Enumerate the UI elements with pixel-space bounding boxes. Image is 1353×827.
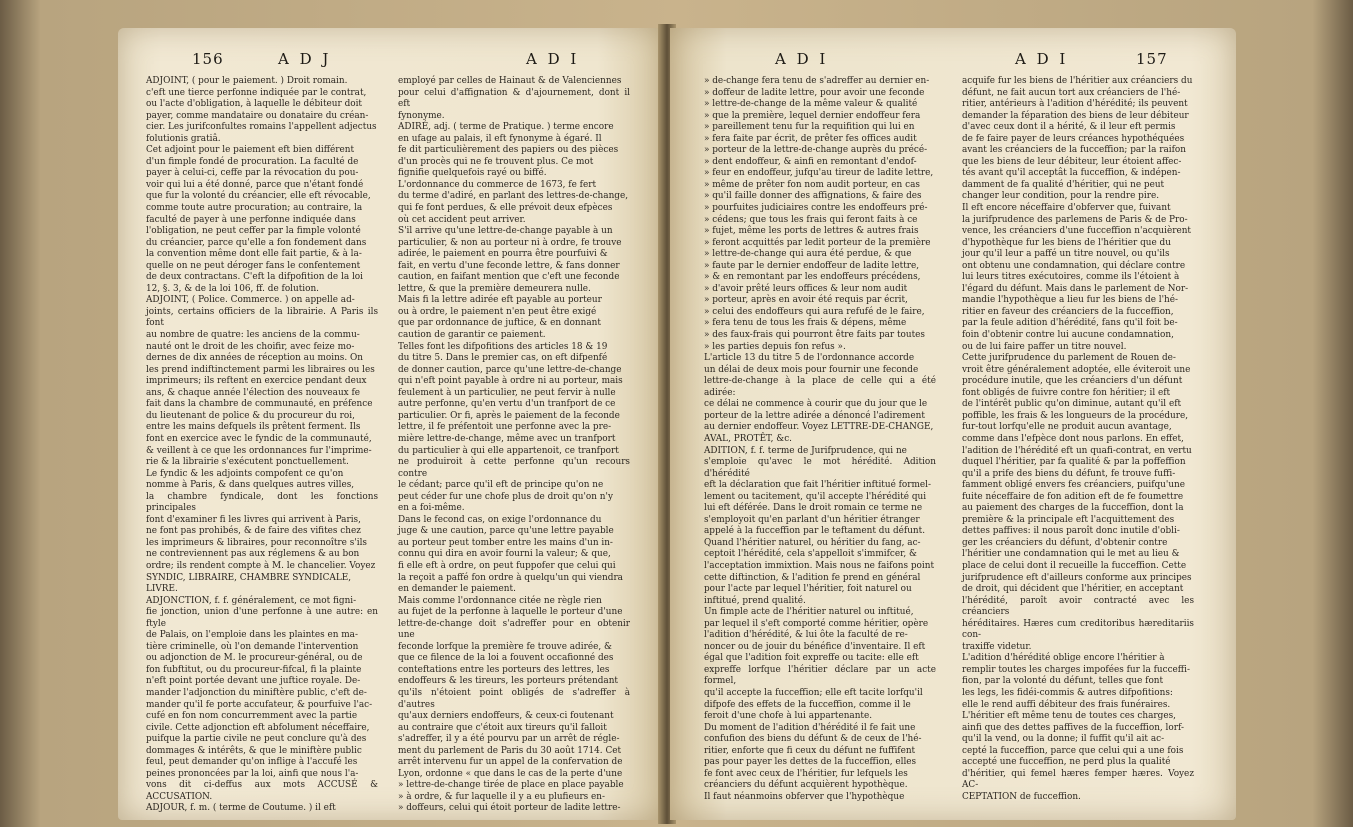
text-line: changer leur condition, pour la rendre pire.: [962, 191, 1160, 202]
text-line: lui eft déférée. Dans le droit romain ce terme ne: [704, 503, 923, 514]
text-line: puifque la partie civile ne peut conclure qu'à des: [146, 734, 367, 745]
text-line: poffible, les frais & les longueurs de la procédure,: [962, 410, 1189, 421]
text-line: » faute par le dernier endoffeur de ladite lettre,: [704, 260, 920, 271]
text-line: s'employoit qu'en parlant d'un héritier étranger: [704, 514, 920, 525]
text-line: » de-change fera tenu de s'adreffer au dernier en-: [704, 76, 930, 86]
text-line: quelle on ne peut déroger fans le confentement: [146, 260, 361, 271]
text-line: » porteur de la lettre-de-change auprès du précé-: [704, 145, 928, 156]
text-line: feul, peut demander qu'on inflige à l'accufé les: [146, 757, 358, 768]
text-line: cette diftinction, & l'adition fe prend en général: [704, 572, 921, 583]
text-line: de donner caution, parce qu'une lettre-de-change: [398, 364, 622, 375]
text-line: SYNDIC, LIBRAIRE, CHAMBRE SYNDICALE,: [146, 572, 352, 583]
text-line: qu'il accepte la fucceffion; elle eft tacite lorfqu'il: [704, 687, 923, 698]
left-running-head-left: A D J: [278, 50, 332, 68]
text-line: ce délai ne commence à courir que du jour que le: [704, 399, 928, 410]
text-line: fuite néceffaire de fon adition eft de fe foumettre: [962, 491, 1184, 502]
text-line: s'emploie qu'avec le mot hérédité. Adition d'hérédité: [704, 457, 936, 479]
text-line: » les parties depuis fon refus ».: [704, 341, 846, 352]
text-line: qu'aux derniers endoffeurs, & ceux-ci foutenant: [398, 711, 614, 722]
left-page-number: 156: [192, 50, 224, 68]
text-line: » dent endoffeur, & ainfi en remontant d'endof-: [704, 156, 917, 167]
text-line: de fe faire payer de leurs créances hypothéquées: [962, 133, 1185, 144]
text-line: ment du parlement de Paris du 30 août 1714. Cet: [398, 745, 622, 756]
text-line: dettes paffives: il nous paroît donc inutile d'obli-: [962, 526, 1180, 537]
text-line: du lieutenant de police & du procureur du roi,: [146, 410, 355, 421]
text-line: » qu'il faille donner des affignations, & faire des: [704, 191, 922, 202]
text-line: » fera faite par écrit, de prêter fes offices audit: [704, 133, 917, 144]
text-line: l'héritier une condamnation qui le met au lieu &: [962, 549, 1180, 560]
text-line: » pourfuites judiciaires contre les endoffeurs pré-: [704, 203, 928, 214]
text-line: AVAL, PROTÊT, &c.: [704, 433, 792, 444]
right-page-number: 157: [1136, 50, 1168, 68]
text-line: » porteur, après en avoir été requis par écrit,: [704, 295, 908, 306]
text-line: lui leurs titres exécutoires, comme ils l'étoient à: [962, 272, 1180, 283]
text-line: civile. Cette adjonction eft abfolument néceffaire,: [146, 722, 370, 733]
text-line: fait, en vertu d'une feconde lettre, & fans donner: [398, 260, 620, 271]
text-line: & veillent à ce que les ordonnances fur l'imprime-: [146, 445, 372, 456]
text-line: avant les créanciers de la fucceffion; par la raifon: [962, 145, 1186, 156]
text-line: L'article 13 du titre 5 de l'ordonnance accorde: [704, 353, 915, 364]
text-line: » fera tenu de tous les frais & dépens, même: [704, 318, 907, 329]
text-line: demander la féparation des biens de leur débiteur: [962, 110, 1189, 121]
text-line: le cédant; parce qu'il eft de principe qu'on ne: [398, 480, 604, 491]
text-line: fignifie quelquefois rayé ou biffé.: [398, 168, 547, 179]
text-line: juge & une caution, parce qu'une lettre payable: [398, 526, 614, 537]
text-line: qu'il a prife des biens du défunt, fe trouve fuffi-: [962, 468, 1176, 479]
text-line: font d'examiner fi les livres qui arrivent à Paris,: [146, 514, 361, 525]
text-line: cufé en fon nom concurremment avec la partie: [146, 711, 358, 722]
text-line: pour celui d'affignation & d'ajournement, dont il eft: [398, 87, 630, 110]
text-line: particulier. Or fi, après le paiement de la feconde: [398, 410, 620, 421]
text-line: connu qui dira en avoir fourni la valeur; & que,: [398, 549, 611, 560]
text-line: fi elle eft à ordre, on peut fuppofer que celui qui: [398, 560, 616, 571]
text-line: ritier en faveur des créanciers de la fucceffion,: [962, 306, 1174, 317]
text-line: adirée, le paiement en pourra être pourfuivi &: [398, 249, 608, 260]
text-line: tière criminelle, où l'on demande l'intervention: [146, 641, 359, 652]
left-running-head-right: A D I: [526, 50, 580, 68]
right-page: [670, 28, 1236, 820]
text-line: expreffe lorfque l'héritier déclare par un acte formel,: [704, 664, 936, 687]
text-line: ADJOINT, ( pour le paiement. ) Droit romain.: [146, 76, 348, 86]
text-line: damment de fa qualité d'héritier, qui ne peut: [962, 179, 1165, 190]
text-line: ne produiroit à cette perfonne qu'un recours contre: [398, 457, 630, 479]
text-line: mander l'adjonction du miniftère public, c'eft de-: [146, 687, 367, 698]
text-line: dommages & intérêts, & que le miniftère public: [146, 745, 362, 756]
text-line: comme dans l'efpèce dont nous parlons. En effet,: [962, 433, 1184, 444]
text-line: payer, comme mandataire ou donataire du créan-: [146, 110, 369, 121]
text-line: CEPTATION de fucceffion.: [962, 791, 1081, 802]
right-column-2: [962, 76, 1194, 803]
text-line: fe font avec ceux de l'héritier, fur lefquels les: [704, 768, 908, 779]
text-line: ritier, enforte que fi ceux du défunt ne fuffifent: [704, 745, 916, 756]
text-line: ADJOINT, ( Police. Commerce. ) on appelle ad-: [146, 295, 355, 306]
left-page: [118, 28, 663, 820]
text-line: Quand l'héritier naturel, ou héritier du fang, ac-: [704, 537, 921, 548]
text-line: » doffeur de ladite lettre, pour avoir une feconde: [704, 87, 925, 98]
text-line: » feur en endoffeur, jufqu'au tireur de ladite lettre,: [704, 168, 934, 179]
text-line: défunt, ne fait aucun tort aux créanciers de l'hé-: [962, 87, 1181, 98]
text-line: héréditaires. Hæres cum creditoribus hæreditariis con-: [962, 618, 1194, 641]
text-line: Cet adjoint pour le paiement eft bien différent: [146, 145, 355, 156]
text-line: cepté la fucceffion, parce que celui qui a une fois: [962, 745, 1184, 756]
text-line: lement ou tacitement, qu'il accepte l'hérédité qui: [704, 491, 927, 502]
text-line: acquife fur les biens de l'héritier aux créanciers du: [962, 76, 1193, 86]
text-line: payer à celui-ci, ceffe par la révocation du pou-: [146, 168, 359, 179]
text-line: au nombre de quatre: les anciens de la commu-: [146, 330, 360, 341]
text-line: accepté une fucceffion, ne perd plus la qualité: [962, 757, 1171, 768]
text-line: l'égard du défunt. Mais dans le parlement de Nor-: [962, 283, 1189, 294]
text-line: » fujet, même les ports de lettres & autres frais: [704, 226, 919, 237]
text-line: arrêt intervenu fur un appel de la confervation de: [398, 757, 623, 768]
text-line: ordre; ils rendent compte à M. le chancelier. Voyez: [146, 560, 376, 571]
text-line: ou de lui faire paffer un titre nouvel.: [962, 341, 1127, 352]
text-line: fon fubftitut, ou du procureur-fifcal, fi la plainte: [146, 664, 362, 675]
text-line: lettre, il fe préfentoit une perfonne avec la pre-: [398, 422, 612, 433]
text-line: qu'ils n'étoient point obligés de s'adreffer à d'autres: [398, 687, 630, 710]
text-line: les prend indiftinctement parmi les libraires ou les: [146, 364, 375, 375]
text-line: fur-tout lorfqu'elle ne produit aucun avantage,: [962, 422, 1172, 433]
text-line: appelé à la fucceffion par le teftament du défunt.: [704, 526, 926, 537]
text-line: la reçoit a paffé fon ordre à quelqu'un qui viendra: [398, 572, 623, 583]
text-line: ritier, antérieurs à l'adition d'hérédité; ils peuvent: [962, 99, 1188, 110]
text-line: ou l'acte d'obligation, à laquelle le débiteur doit: [146, 99, 362, 110]
text-line: l'acceptation immixtion. Mais nous ne faifons point: [704, 560, 935, 571]
text-line: les imprimeurs & libraires, pour reconnoître s'ils: [146, 537, 367, 548]
text-line: » celui des endoffeurs qui aura refufé de le faire,: [704, 306, 925, 317]
text-line: ainfi que des dettes paffives de la fucceffion, lorf-: [962, 722, 1184, 733]
text-line: Il eft encore néceffaire d'obferver que, fuivant: [962, 203, 1171, 214]
text-line: place de celui dont il recueille la fucceffion. Cette: [962, 560, 1187, 571]
text-line: joints, certains officiers de la librairie. A Paris ils font: [146, 306, 378, 329]
text-line: au dernier endoffeur. Voyez LETTRE-DE-CHANGE,: [704, 422, 934, 433]
text-line: eft la déclaration que fait l'héritier inftitué formel-: [704, 480, 932, 491]
text-line: confufion des biens du défunt & de ceux de l'hé-: [704, 734, 922, 745]
text-line: jour qu'il leur a paffé un titre nouvel, ou qu'ils: [962, 249, 1170, 260]
text-line: pas pour payer les dettes de la fucceffion, elles: [704, 757, 917, 768]
text-line: ger les créanciers du défunt, d'obtenir contre: [962, 537, 1168, 548]
text-line: ans, & chaque année l'élection des nouveaux fe: [146, 387, 361, 398]
text-line: » pareillement tenu fur la requifition qui lui en: [704, 122, 915, 133]
text-line: entre les mains defquels ils prêtent ferment. Ils: [146, 422, 361, 433]
text-line: endoffeurs & les tireurs, les porteurs prétendant: [398, 676, 618, 687]
text-line: peines prononcées par la loi, ainfi que nous l'a-: [146, 768, 359, 779]
text-line: procédure inutile, que les créanciers d'un défunt: [962, 376, 1183, 387]
text-line: l'adition d'hérédité, & lui ôte la faculté de re-: [704, 630, 908, 641]
text-line: mandie l'hypothèque a lieu fur les biens de l'hé-: [962, 295, 1179, 306]
text-line: d'avec ceux dont il a hérité, & il leur eft permis: [962, 122, 1176, 133]
text-line: où cet accident peut arriver.: [398, 214, 526, 225]
text-line: particulier, & non au porteur ni à ordre, fe trouve: [398, 237, 622, 248]
text-line: fie jonction, union d'une perfonne à une autre: en ftyle: [146, 607, 378, 629]
text-line: faculté de payer à une perfonne indiquée dans: [146, 214, 356, 225]
text-line: L'adition d'hérédité oblige encore l'héritier à: [962, 653, 1165, 664]
text-line: ne font pas prohibés, & de faire des vifites chez: [146, 526, 361, 537]
text-line: » cédens; que tous les frais qui feront faits à ce: [704, 214, 918, 225]
text-line: S'il arrive qu'une lettre-de-change payable à un: [398, 226, 613, 237]
text-line: traxiffe videtur.: [962, 641, 1032, 652]
text-line: conteftations entre les porteurs des lettres, les: [398, 664, 610, 675]
text-line: un délai de deux mois pour fournir une feconde: [704, 364, 919, 375]
text-line: au porteur peut tomber entre les mains d'un in-: [398, 537, 613, 548]
text-line: peut céder fur une chofe plus de droit qu'on n'y: [398, 491, 613, 502]
text-line: remplir toutes les charges impofées fur la fucceffi-: [962, 664, 1190, 675]
text-line: caution de garantir ce paiement.: [398, 330, 546, 341]
text-line: » lettre-de-change de la même valeur & qualité: [704, 99, 918, 110]
text-line: de deux contractans. C'eft la difpofition de la loi: [146, 272, 363, 283]
text-line: ou adjonction de M. le procureur-général, ou de: [146, 653, 363, 664]
text-line: comme toute autre procuration; au contraire, la: [146, 203, 363, 214]
text-line: » des faux-frais qui pourront être faits par toutes: [704, 330, 925, 341]
text-line: fe dit particulièrement des papiers ou des pièces: [398, 145, 619, 156]
text-line: » lettre-de-change tirée de place en place payable: [398, 780, 624, 791]
text-line: que fur la volonté du créancier, elle eft révocable,: [146, 191, 371, 202]
text-line: nomme à Paris, & dans quelques autres villes,: [146, 480, 355, 491]
text-line: porteur de la lettre adirée a dénoncé l'adirement: [704, 410, 925, 421]
text-line: difpofe des effets de la fucceffion, comme il le: [704, 699, 911, 710]
text-line: lettre-de-change à la place de celle qui a été adirée:: [704, 376, 936, 398]
text-line: c'eft une tierce perfonne indiquée par le contrat,: [146, 87, 367, 98]
text-line: Le fyndic & les adjoints compofent ce qu'on: [146, 468, 344, 479]
text-line: vons dit ci-deffus aux mots ACCUSÉ & ACCUSATION.: [146, 780, 378, 802]
text-line: par lequel il s'eft comporté comme héritier, opère: [704, 618, 929, 629]
text-line: feroit d'une chofe à lui appartenante.: [704, 711, 873, 722]
text-line: lettre-de-change doit s'adreffer pour en obtenir une: [398, 618, 630, 641]
text-line: la convention même dont elle fait partie, & à la-: [146, 249, 362, 260]
text-line: font en exercice avec le fyndic de la communauté,: [146, 433, 372, 444]
text-line: égal que l'adition foit expreffe ou tacite: elle eft: [704, 653, 919, 664]
right-column-1: [704, 76, 936, 803]
text-line: d'héritier, qui femel hæres femper hæres. Voyez AC-: [962, 768, 1194, 791]
text-line: mière lettre-de-change, même avec un tranfport: [398, 433, 616, 444]
text-line: jurifprudence eft d'ailleurs conforme aux principes: [962, 572, 1192, 583]
text-line: qu'il la vend, ou la donne; il fuffit qu'il ait ac-: [962, 734, 1165, 745]
text-line: Cette jurifprudence du parlement de Rouen de-: [962, 353, 1176, 364]
text-line: vence, les créanciers d'une fucceffion n'acquièrent: [962, 226, 1191, 237]
text-line: d'un fimple fondé de procuration. La faculté de: [146, 156, 359, 167]
text-line: les legs, les fidéi-commis & autres difpofitions:: [962, 687, 1173, 698]
text-line: tés avant qu'il acceptât la fucceffion, & indépen-: [962, 168, 1181, 179]
text-line: de Palais, on l'emploie dans les plaintes en ma-: [146, 630, 358, 641]
text-line: ADJOUR, f. m. ( terme de Coutume. ) il eft: [146, 803, 336, 814]
text-line: du particulier à qui elle appartenoit, ce tranfport: [398, 445, 619, 456]
text-line: fion, par la volonté du défunt, telles que font: [962, 676, 1164, 687]
text-line: ne contreviennent pas aux réglemens & au bon: [146, 549, 360, 560]
text-line: rie & la librairie s'exécutent ponctuellement.: [146, 457, 349, 468]
text-line: L'ordonnance du commerce de 1673, fe fert: [398, 179, 597, 190]
text-line: caution, en faifant mention que c'eft une feconde: [398, 272, 620, 283]
text-line: employé par celles de Hainaut & de Valenciennes: [398, 76, 622, 86]
text-line: l'hérédité, paroît avoir contracté avec les créanciers: [962, 595, 1194, 618]
text-line: Dans le fecond cas, on exige l'ordonnance du: [398, 514, 602, 525]
text-line: Du moment de l'adition d'hérédité il fe fait une: [704, 722, 916, 733]
left-column-1: [146, 76, 378, 815]
text-line: l'adition de l'hérédité eft un quafi-contrat, en vertu: [962, 445, 1192, 456]
text-line: dernes de dix années de réception au moins. On: [146, 353, 363, 364]
text-line: première & la principale eft l'acquittement des: [962, 514, 1175, 525]
text-line: » doffeurs, celui qui étoit porteur de ladite lettre-: [398, 803, 621, 814]
text-line: ou à ordre, le paiement n'en peut être exigé: [398, 306, 597, 317]
text-line: Telles font les difpofitions des articles 18 & 19: [398, 341, 608, 352]
text-line: fait dans la chambre de communauté, en préfence: [146, 399, 373, 410]
text-line: d'un procès qui ne fe trouvent plus. Ce mot: [398, 156, 594, 167]
right-running-head-right: A D I: [1015, 50, 1069, 68]
text-line: créanciers du défunt acquièrent hypothèque.: [704, 780, 908, 791]
text-line: duquel l'héritier, par fa qualité & par la poffeffion: [962, 457, 1186, 468]
text-line: que par ordonnance de juftice, & en donnant: [398, 318, 601, 329]
text-line: font obligés de fuivre contre fon héritier; il eft: [962, 387, 1171, 398]
text-line: ceptoit l'hérédité, cela s'appelloit s'immifcer, &: [704, 549, 917, 560]
text-line: l'obligation, ne peut ceffer par la fimple volonté: [146, 226, 361, 237]
text-line: » que la première, lequel dernier endoffeur fera: [704, 110, 921, 121]
left-column-2: [398, 76, 630, 815]
text-line: Lyon, ordonne « que dans le cas de la perte d'une: [398, 768, 623, 779]
text-line: du créancier, parce qu'elle a fon fondement dans: [146, 237, 367, 248]
text-line: en demander le paiement.: [398, 584, 516, 595]
text-line: n'eft point portée devant une juftice royale. De-: [146, 676, 361, 687]
text-line: qui fe font perdues, & elle prévoit deux efpèces: [398, 203, 613, 214]
text-line: en a foi-même.: [398, 503, 465, 514]
text-line: la chambre fyndicale, dont les fonctions principales: [146, 491, 378, 514]
text-line: noncer ou de jouir du bénéfice d'inventaire. Il eft: [704, 641, 926, 652]
text-line: » & en remontant par les endoffeurs précédens,: [704, 272, 921, 283]
text-line: en ufage au palais, il eft fynonyme à égaré. Il: [398, 133, 602, 144]
text-line: » même de prêter fon nom audit porteur, en cas: [704, 179, 920, 190]
text-line: qui n'eft point payable à ordre ni au porteur, mais: [398, 376, 623, 387]
text-line: au contraire que c'étoit aux tireurs qu'il falloit: [398, 722, 607, 733]
text-line: pour l'acte par lequel l'héritier, foit naturel ou: [704, 584, 912, 595]
text-line: Mais fi la lettre adirée eft payable au porteur: [398, 295, 602, 306]
text-line: » à ordre, & fur laquelle il y a eu plufieurs en-: [398, 791, 606, 802]
text-line: du titre 5. Dans le premier cas, on eft difpenfé: [398, 353, 608, 364]
text-line: nauté ont le droit de les choifir, avec feize mo-: [146, 341, 355, 352]
text-line: inftitué, prend qualité.: [704, 595, 806, 606]
text-line: du terme d'adiré, en parlant des lettres-de-change,: [398, 191, 629, 202]
text-line: la jurifprudence des parlemens de Paris & de Pro-: [962, 214, 1188, 225]
text-line: cier. Les jurifconfultes romains l'appellent adjectus: [146, 122, 377, 133]
text-line: L'héritier eft même tenu de toutes ces charges,: [962, 711, 1176, 722]
text-line: lettre, & que la première demeurera nulle.: [398, 283, 591, 294]
text-line: de l'intérêt public qu'on diminue, autant qu'il eft: [962, 399, 1182, 410]
text-line: voir qui lui a été donné, parce que n'étant fondé: [146, 179, 364, 190]
text-line: folutionis gratiâ.: [146, 133, 221, 144]
text-line: autre perfonne, qu'en vertu d'un tranfport de ce: [398, 399, 616, 410]
text-line: feconde lorfque la première fe trouve adirée, &: [398, 641, 612, 652]
text-line: » lettre-de-change qui aura été perdue, & que: [704, 249, 912, 260]
text-line: fynonyme.: [398, 110, 445, 121]
text-line: vroit être généralement adoptée, elle éviteroit une: [962, 364, 1191, 375]
text-line: Il faut néanmoins obferver que l'hypothèque: [704, 791, 905, 802]
text-line: elle le rend auffi débiteur des frais funéraires.: [962, 699, 1171, 710]
text-line: LIVRE.: [146, 584, 178, 595]
text-line: famment obligé envers fes créanciers, puifqu'une: [962, 480, 1185, 491]
text-line: » feront acquittés par ledit porteur de la première: [704, 237, 931, 248]
text-line: mander qu'il fe porte accufateur, & pourfuive l'ac-: [146, 699, 373, 710]
text-line: » d'avoir prêté leurs offices & leur nom audit: [704, 283, 908, 294]
text-line: que ce filence de la loi a fouvent occafionné des: [398, 653, 614, 664]
text-line: ADITION, f. f. terme de Jurifprudence, qui ne: [704, 445, 907, 456]
text-line: d'hypothèque fur les biens de l'héritier que du: [962, 237, 1171, 248]
text-line: feulement à un particulier, ne peut fervir à nulle: [398, 387, 616, 398]
text-line: s'adreffer, il y a été pourvu par un arrêt de régle-: [398, 734, 620, 745]
text-line: que les biens de leur débiteur, leur étoient affec-: [962, 156, 1182, 167]
text-line: ADIRÉ, adj. ( terme de Pratique. ) terme encore: [398, 122, 614, 133]
text-line: imprimeurs; ils reftent en exercice pendant deux: [146, 376, 367, 387]
text-line: de droit, qui décident que l'héritier, en acceptant: [962, 584, 1184, 595]
text-line: foin d'obtenir contre lui aucune condamnation,: [962, 330, 1174, 341]
text-line: ADJONCTION, f. f. généralement, ce mot figni-: [146, 595, 357, 606]
text-line: Mais comme l'ordonnance citée ne règle rien: [398, 595, 602, 606]
text-line: Un fimple acte de l'héritier naturel ou inftitué,: [704, 607, 914, 618]
text-line: au fujet de la perfonne à laquelle le porteur d'une: [398, 607, 623, 618]
text-line: au paiement des charges de la fucceffion, dont la: [962, 503, 1184, 514]
text-line: 12, §. 3, & de la loi 106, ff. de folution.: [146, 283, 320, 294]
text-line: ont obtenu une condamnation, qui déclare contre: [962, 260, 1186, 271]
right-running-head-left: A D I: [775, 50, 829, 68]
text-line: par la feule adition d'hérédité, fans qu'il foit be-: [962, 318, 1178, 329]
